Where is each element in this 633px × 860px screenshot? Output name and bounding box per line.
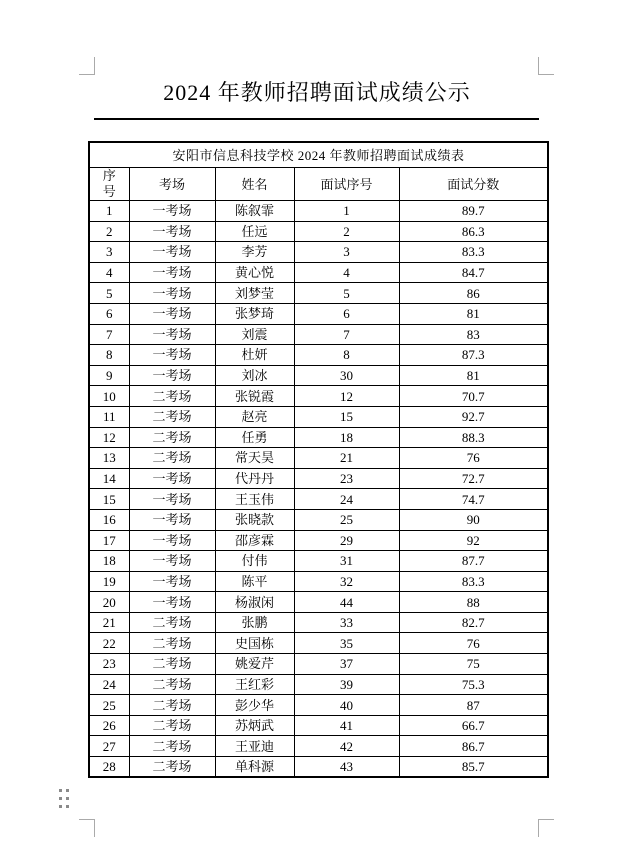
cell-room: 二考场 [129, 736, 215, 757]
cell-score: 86 [399, 283, 548, 304]
table-row [89, 489, 548, 510]
table-row [89, 365, 548, 386]
cell-interview-no: 31 [294, 551, 399, 572]
table-row [89, 757, 548, 778]
dot [66, 805, 69, 808]
cell-no: 1 [89, 201, 129, 222]
cell-score: 88.3 [399, 427, 548, 448]
cell-score: 82.7 [399, 612, 548, 633]
cell-score: 75 [399, 654, 548, 675]
cell-no: 13 [89, 448, 129, 469]
cell-name: 张锐霞 [215, 386, 294, 407]
table-row [89, 201, 548, 222]
margin-crop-mark-bottom-left [79, 819, 95, 837]
cell-interview-no: 25 [294, 509, 399, 530]
page-title: 2024 年教师招聘面试成绩公示 [163, 80, 471, 105]
cell-no: 26 [89, 715, 129, 736]
table-row [89, 695, 548, 716]
dot [66, 797, 69, 800]
table-row [89, 324, 548, 345]
cell-room: 二考场 [129, 612, 215, 633]
cell-interview-no: 7 [294, 324, 399, 345]
cell-room: 一考场 [129, 551, 215, 572]
table-row [89, 221, 548, 242]
cell-score: 72.7 [399, 468, 548, 489]
cell-interview-no: 15 [294, 406, 399, 427]
cell-room: 一考场 [129, 592, 215, 613]
cell-name: 任远 [215, 221, 294, 242]
table-row [89, 303, 548, 324]
cell-no: 8 [89, 345, 129, 366]
cell-interview-no: 33 [294, 612, 399, 633]
cell-interview-no: 6 [294, 303, 399, 324]
cell-no: 18 [89, 551, 129, 572]
table-row [89, 509, 548, 530]
cell-no: 3 [89, 242, 129, 263]
margin-crop-mark-top-right [538, 57, 554, 75]
column-header-score: 面试分数 [399, 167, 548, 201]
table-row [89, 715, 548, 736]
cell-score: 74.7 [399, 489, 548, 510]
cell-room: 一考场 [129, 509, 215, 530]
cell-score: 86.3 [399, 221, 548, 242]
cell-no: 21 [89, 612, 129, 633]
cell-score: 81 [399, 303, 548, 324]
cell-no: 10 [89, 386, 129, 407]
cell-score: 89.7 [399, 201, 548, 222]
cell-name: 杨淑闲 [215, 592, 294, 613]
cell-name: 邵彦霖 [215, 530, 294, 551]
margin-crop-mark-bottom-right [538, 819, 554, 837]
title-underline [94, 118, 539, 120]
cell-score: 83 [399, 324, 548, 345]
table-row [89, 571, 548, 592]
dot [59, 797, 62, 800]
cell-name: 赵亮 [215, 406, 294, 427]
cell-score: 76 [399, 633, 548, 654]
cell-interview-no: 12 [294, 386, 399, 407]
cell-name: 刘梦莹 [215, 283, 294, 304]
cell-room: 二考场 [129, 633, 215, 654]
table-row [89, 592, 548, 613]
cell-name: 杜妍 [215, 345, 294, 366]
cell-interview-no: 3 [294, 242, 399, 263]
cell-room: 二考场 [129, 654, 215, 675]
cell-no: 14 [89, 468, 129, 489]
cell-no: 24 [89, 674, 129, 695]
cell-no: 20 [89, 592, 129, 613]
cell-no: 28 [89, 757, 129, 778]
drag-dots-icon[interactable] [59, 789, 69, 808]
cell-room: 一考场 [129, 530, 215, 551]
margin-crop-mark-top-left [79, 57, 95, 75]
cell-score: 83.3 [399, 571, 548, 592]
column-header-interview-no: 面试序号 [294, 167, 399, 201]
cell-interview-no: 35 [294, 633, 399, 654]
cell-interview-no: 23 [294, 468, 399, 489]
cell-no: 12 [89, 427, 129, 448]
column-header-name: 姓名 [215, 167, 294, 201]
cell-score: 84.7 [399, 262, 548, 283]
dot [66, 789, 69, 792]
cell-room: 一考场 [129, 468, 215, 489]
cell-score: 88 [399, 592, 548, 613]
cell-interview-no: 30 [294, 365, 399, 386]
cell-interview-no: 1 [294, 201, 399, 222]
cell-interview-no: 37 [294, 654, 399, 675]
cell-interview-no: 41 [294, 715, 399, 736]
cell-room: 二考场 [129, 757, 215, 778]
cell-room: 二考场 [129, 406, 215, 427]
table-row [89, 242, 548, 263]
table-row [89, 654, 548, 675]
table-caption-row [89, 142, 548, 167]
cell-score: 76 [399, 448, 548, 469]
cell-no: 22 [89, 633, 129, 654]
cell-no: 17 [89, 530, 129, 551]
cell-name: 付伟 [215, 551, 294, 572]
table-row [89, 406, 548, 427]
cell-name: 陈平 [215, 571, 294, 592]
column-header-room: 考场 [129, 167, 215, 201]
cell-name: 刘震 [215, 324, 294, 345]
cell-room: 一考场 [129, 571, 215, 592]
cell-name: 苏炳武 [215, 715, 294, 736]
cell-score: 92.7 [399, 406, 548, 427]
cell-score: 86.7 [399, 736, 548, 757]
cell-name: 任勇 [215, 427, 294, 448]
cell-interview-no: 21 [294, 448, 399, 469]
cell-room: 一考场 [129, 365, 215, 386]
cell-score: 70.7 [399, 386, 548, 407]
cell-interview-no: 40 [294, 695, 399, 716]
cell-interview-no: 42 [294, 736, 399, 757]
cell-room: 二考场 [129, 386, 215, 407]
score-table [88, 141, 549, 778]
cell-room: 二考场 [129, 427, 215, 448]
cell-score: 87.7 [399, 551, 548, 572]
cell-name: 王玉伟 [215, 489, 294, 510]
cell-interview-no: 39 [294, 674, 399, 695]
cell-score: 83.3 [399, 242, 548, 263]
table-row [89, 674, 548, 695]
cell-no: 15 [89, 489, 129, 510]
cell-room: 二考场 [129, 674, 215, 695]
cell-room: 一考场 [129, 262, 215, 283]
cell-room: 一考场 [129, 345, 215, 366]
cell-no: 19 [89, 571, 129, 592]
cell-interview-no: 43 [294, 757, 399, 778]
cell-interview-no: 2 [294, 221, 399, 242]
cell-name: 陈叙霏 [215, 201, 294, 222]
cell-room: 一考场 [129, 303, 215, 324]
table-row [89, 262, 548, 283]
cell-score: 85.7 [399, 757, 548, 778]
table-caption: 安阳市信息科技学校 2024 年教师招聘面试成绩表 [89, 142, 548, 167]
cell-score: 66.7 [399, 715, 548, 736]
cell-no: 5 [89, 283, 129, 304]
cell-interview-no: 44 [294, 592, 399, 613]
cell-no: 27 [89, 736, 129, 757]
cell-interview-no: 32 [294, 571, 399, 592]
dot [59, 789, 62, 792]
cell-room: 一考场 [129, 242, 215, 263]
cell-no: 23 [89, 654, 129, 675]
cell-room: 二考场 [129, 715, 215, 736]
cell-no: 9 [89, 365, 129, 386]
table-row [89, 427, 548, 448]
cell-score: 92 [399, 530, 548, 551]
dot [59, 805, 62, 808]
cell-name: 姚爱芹 [215, 654, 294, 675]
cell-interview-no: 18 [294, 427, 399, 448]
cell-name: 代丹丹 [215, 468, 294, 489]
cell-no: 16 [89, 509, 129, 530]
cell-name: 黄心悦 [215, 262, 294, 283]
column-header-no-label: 序号 [102, 167, 116, 199]
cell-room: 一考场 [129, 221, 215, 242]
cell-interview-no: 4 [294, 262, 399, 283]
table-row [89, 530, 548, 551]
cell-room: 一考场 [129, 283, 215, 304]
table-row [89, 633, 548, 654]
cell-no: 11 [89, 406, 129, 427]
cell-interview-no: 29 [294, 530, 399, 551]
cell-name: 张梦琦 [215, 303, 294, 324]
cell-name: 彭少华 [215, 695, 294, 716]
cell-name: 史国栋 [215, 633, 294, 654]
table-row [89, 345, 548, 366]
cell-name: 李芳 [215, 242, 294, 263]
cell-room: 一考场 [129, 489, 215, 510]
cell-name: 刘冰 [215, 365, 294, 386]
cell-name: 张晓款 [215, 509, 294, 530]
cell-name: 王亚迪 [215, 736, 294, 757]
cell-name: 张鹏 [215, 612, 294, 633]
cell-score: 81 [399, 365, 548, 386]
cell-score: 90 [399, 509, 548, 530]
cell-room: 一考场 [129, 201, 215, 222]
cell-score: 87.3 [399, 345, 548, 366]
cell-score: 75.3 [399, 674, 548, 695]
table-header-row [89, 167, 548, 201]
table-row [89, 448, 548, 469]
cell-room: 一考场 [129, 324, 215, 345]
cell-no: 25 [89, 695, 129, 716]
cell-interview-no: 24 [294, 489, 399, 510]
table-row [89, 612, 548, 633]
cell-interview-no: 8 [294, 345, 399, 366]
cell-score: 87 [399, 695, 548, 716]
cell-name: 常天昊 [215, 448, 294, 469]
cell-name: 单科源 [215, 757, 294, 778]
cell-no: 6 [89, 303, 129, 324]
table-row [89, 736, 548, 757]
score-table-body [89, 201, 548, 778]
cell-room: 二考场 [129, 695, 215, 716]
cell-no: 7 [89, 324, 129, 345]
cell-interview-no: 5 [294, 283, 399, 304]
table-row [89, 386, 548, 407]
cell-no: 4 [89, 262, 129, 283]
cell-room: 二考场 [129, 448, 215, 469]
table-row [89, 283, 548, 304]
table-row [89, 551, 548, 572]
column-header-no [89, 167, 129, 201]
cell-no: 2 [89, 221, 129, 242]
table-row [89, 468, 548, 489]
cell-name: 王红彩 [215, 674, 294, 695]
